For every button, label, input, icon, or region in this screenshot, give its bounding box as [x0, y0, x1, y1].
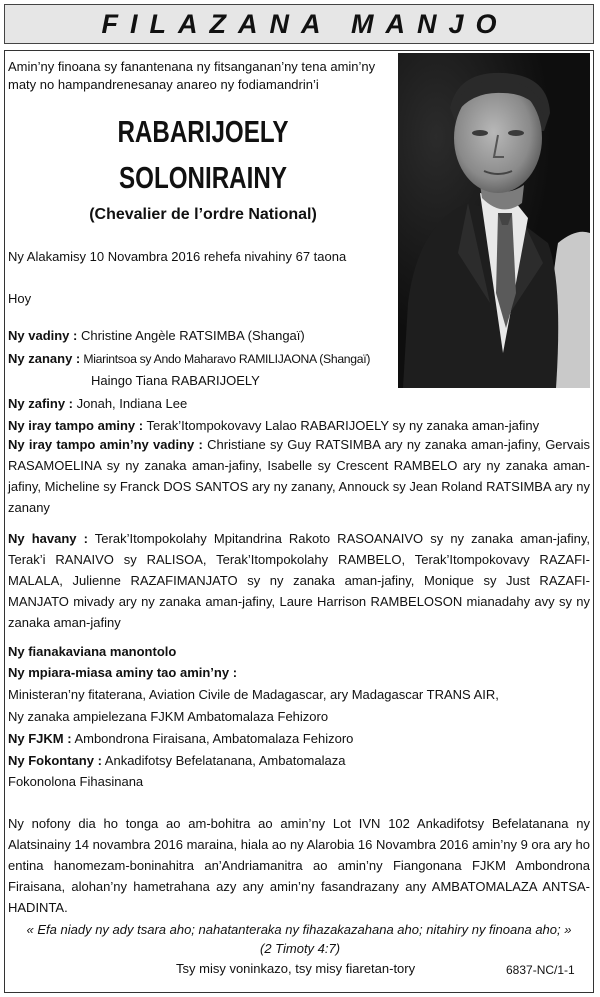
mpiara-label: Ny mpiara-miasa aminy tao amin’ny :	[8, 665, 238, 680]
fianakaviana-line: Ny fianakaviana manontolo	[8, 644, 177, 659]
tampo-label: Ny iray tampo aminy :	[8, 418, 144, 433]
zanany-value-2: Haingo Tiana RABARIJOELY	[91, 373, 260, 388]
deceased-photo	[398, 53, 590, 388]
zanany-row	[8, 350, 370, 368]
mpiara-value-1: Ministeran’ny fitaterana, Aviation Civile de Madagascar, ary Madagascar TRANS AIR,	[8, 687, 499, 702]
zanany-label: Ny zanany :	[8, 351, 81, 366]
fokonolona-line: Fokonolona Fihasinana	[8, 774, 144, 789]
zafiny-value: Jonah, Indiana Lee	[73, 396, 188, 411]
salutation: Hoy	[8, 291, 32, 306]
mpiara-value-2: Ny zanaka ampielezana FJKM Ambatomalaza Fehizoro	[8, 709, 329, 724]
deceased-name-line1: RABARIJOELY	[117, 114, 289, 149]
zafiny-label: Ny zafiny :	[8, 396, 74, 411]
tampo-vady-paragraph	[8, 434, 590, 518]
zanany-value: Miarintsoa sy Ando Maharavo RAMILIJAONA (Shangaï)	[80, 352, 371, 366]
tampo-value: Terak’Itompokovavy Lalao RABARIJOELY sy ny zanaka aman-jafiny	[143, 418, 540, 433]
vadiny-row	[8, 327, 305, 344]
havany-paragraph	[8, 528, 590, 633]
vadiny-value: Christine Angèle RATSIMBA (Shangaï)	[77, 328, 305, 343]
tampo-vady-value: Christiane sy Guy RATSIMBA ary ny zanaka aman-jafiny, Gervais RASAMOELINA sy ny zanaka aman-jafiny, Isabelle sy Crescent RAMBELO ary ny zanaka aman-jafiny, Micheline sy Franck DOS SANTOS ary ny zanany, Annouck sy Jean Roland RATSIMBA ary ny zanany	[8, 437, 590, 515]
havany-value: Terak’Itompokolahy Mpitandrina Rakoto RASOANAIVO sy ny zanaka aman-jafiny, Terak’i RANAIVO sy RALISOA, Terak’Itompokolahy RAMBELO, Terak’Itompokovavy RAZAFI-MALALA, Julienne RAZAFIMANJATO sy ny zanaka aman-jafiny, Monique sy Just RAZAFI-MANJATO mivady ary ny zanaka aman-jafiny, Laure Harrison RAMBELOSON mianadahy avy sy ny zanaka aman-jafiny	[8, 531, 590, 630]
bible-quote: « Efa niady ny ady tsara aho; nahatanteraka ny fihazakazahana aho; nitahiry ny finoana aho; »	[26, 922, 572, 937]
vadiny-label: Ny vadiny :	[8, 328, 78, 343]
deceased-honor: (Chevalier de l’ordre National)	[89, 206, 317, 223]
fjkm-value: Ambondrona Firaisana, Ambatomalaza Fehizoro	[71, 731, 354, 746]
notice-header	[4, 4, 594, 44]
zafiny-row	[8, 395, 187, 412]
notice-title: FILAZANA MANJO	[101, 8, 509, 39]
fokontany-value: Ankadifotsy Befelatanana, Ambatomalaza	[101, 753, 346, 768]
death-notice: Ny Alakamisy 10 Novambra 2016 rehefa nivahiny 67 taona	[8, 249, 347, 264]
havany-label: Ny havany :	[8, 531, 88, 546]
closing-note: Tsy misy voninkazo, tsy misy fiaretan-tory	[176, 961, 416, 976]
ad-code: 6837-NC/1-1	[506, 963, 575, 977]
fjkm-label: Ny FJKM :	[8, 731, 72, 746]
fokontany-row	[8, 752, 345, 769]
intro-text: Amin’ny finoana sy fanantenana ny fitsanganan’ny tena amin’ny maty no hampandrenesanay anareo ny fodiamandrin’i	[8, 59, 376, 92]
deceased-name-line2: SOLONIRAINY	[119, 160, 287, 195]
bible-reference: (2 Timoty 4:7)	[260, 941, 341, 956]
tampo-vady-label: Ny iray tampo amin’ny vadiny :	[8, 437, 203, 452]
tampo-row	[8, 417, 539, 434]
fokontany-label: Ny Fokontany :	[8, 753, 102, 768]
funeral-paragraph: Ny nofony dia ho tonga ao am-bohitra ao amin’ny Lot IVN 102 Ankadifotsy Befelatanana ny Alatsinainy 14 novambra 2016 maraina, hiala ao ny Alarobia 16 Novambra 2016 amin’ny 9 ora ary ho entina hanomezam-boninahitra an’Andriamanitra ao amin’ny Fiangonana FJKM Ambondrona Firaisana, alohan’ny hametrahana azy any amin’ny fasandrazany any AMBATOMALAZA ANTSA-HADINTA.	[8, 816, 590, 915]
fjkm-row	[8, 730, 353, 747]
portrait-image	[398, 53, 590, 388]
